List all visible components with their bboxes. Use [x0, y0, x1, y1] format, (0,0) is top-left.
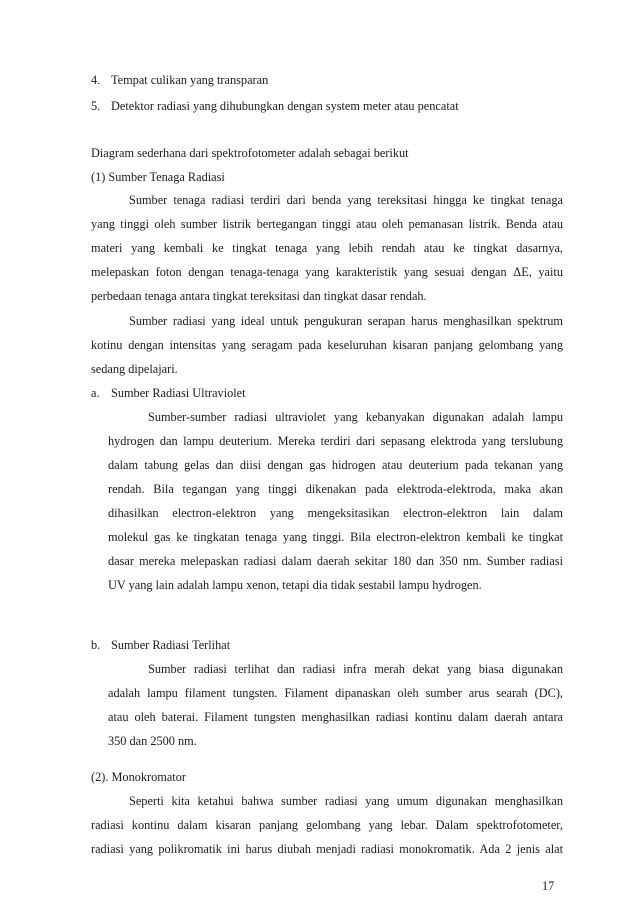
paragraph-line: Sumber radiasi terlihat dan radiasi infra merah dekat yang biasa digunakan — [148, 662, 563, 676]
page-number: 17 — [542, 879, 555, 893]
paragraph-line: dasar mereka melepaskan radiasi dalam daerah sekitar 180 dan 350 nm. Sumber radiasi — [108, 554, 563, 568]
paragraph-line: molekul gas ke tingkatan tenaga yang tinggi. Bila electron-elektron kembali ke tingkat — [108, 530, 563, 544]
paragraph-line: adalah lampu filament tungsten. Filament dipanaskan oleh sumber arus searah (DC), — [108, 686, 563, 700]
paragraph-line: sedang dipelajari. — [91, 362, 178, 376]
list-item-text: Tempat culikan yang transparan — [111, 73, 269, 87]
intro-text: Diagram sederhana dari spektrofotometer adalah sebagai berikut — [91, 146, 409, 160]
list-number: 5. — [91, 99, 101, 113]
paragraph-line: perbedaan tenaga antara tingkat tereksitasi dan tingkat dasar rendah. — [91, 289, 427, 303]
list-number: 4. — [91, 73, 101, 87]
paragraph-line: hydrogen dan lampu deuterium. Mereka terdiri dari sepasang elektroda yang terslubung — [108, 434, 563, 448]
paragraph-line: dalam tabung gelas dan diisi dengan gas hidrogen atau deuterium pada tekanan yang — [108, 458, 563, 472]
paragraph-line: Seperti kita ketahui bahwa sumber radiasi yang umum digunakan menghasilkan — [129, 794, 563, 808]
paragraph-line: UV yang lain adalah lampu xenon, tetapi dia tidak sestabil lampu hydrogen. — [108, 578, 482, 592]
paragraph-line: Sumber-sumber radiasi ultraviolet yang kebanyakan digunakan adalah lampu — [148, 410, 563, 424]
paragraph-line: Sumber tenaga radiasi terdiri dari benda yang tereksitasi hingga ke tingkat tenaga — [129, 193, 563, 207]
list-item-text: Detektor radiasi yang dihubungkan dengan system meter atau pencatat — [111, 99, 459, 113]
sub-heading: Sumber Radiasi Terlihat — [111, 638, 231, 652]
sub-heading: Sumber Radiasi Ultraviolet — [111, 386, 246, 400]
sub-label: a. — [91, 386, 100, 400]
paragraph-line: 350 dan 2500 nm. — [108, 734, 197, 748]
paragraph-line: dihasilkan electron-elektron yang mengeksitasikan electron-elektron lain dalam — [108, 506, 563, 520]
paragraph-line: radiasi kontinu dalam kisaran panjang gelombang yang lebar. Dalam spektrofotometer, — [91, 818, 563, 832]
paragraph-line: melepaskan foton dengan tenaga-tenaga yang karakteristik yang sesuai dengan ΔE, yaitu — [91, 265, 563, 279]
paragraph-line: rendah. Bila tegangan yang tinggi dikenakan pada elektroda-elektroda, maka akan — [108, 482, 563, 496]
section-heading: (1) Sumber Tenaga Radiasi — [91, 170, 225, 184]
section-heading: (2). Monokromator — [91, 770, 186, 784]
paragraph-line: kotinu dengan intensitas yang seragam pada keseluruhan kisaran panjang gelombang yang — [91, 338, 563, 352]
sub-label: b. — [91, 638, 101, 652]
paragraph-line: Sumber radiasi yang ideal untuk pengukuran serapan harus menghasilkan spektrum — [129, 314, 563, 328]
paragraph-line: materi yang kembali ke tingkat tenaga yang lebih rendah atau ke tingkat dasarnya, — [91, 241, 563, 255]
paragraph-line: yang tinggi oleh sumber listrik bertegangan tinggi atau oleh pemanasan listrik. Benda atau — [91, 217, 563, 231]
paragraph-line: radiasi yang polikromatik ini harus diubah menjadi radiasi monokromatik. Ada 2 jenis alat — [91, 842, 563, 856]
paragraph-line: atau oleh baterai. Filament tungsten menghasilkan radiasi kontinu dalam daerah antara — [108, 710, 563, 724]
